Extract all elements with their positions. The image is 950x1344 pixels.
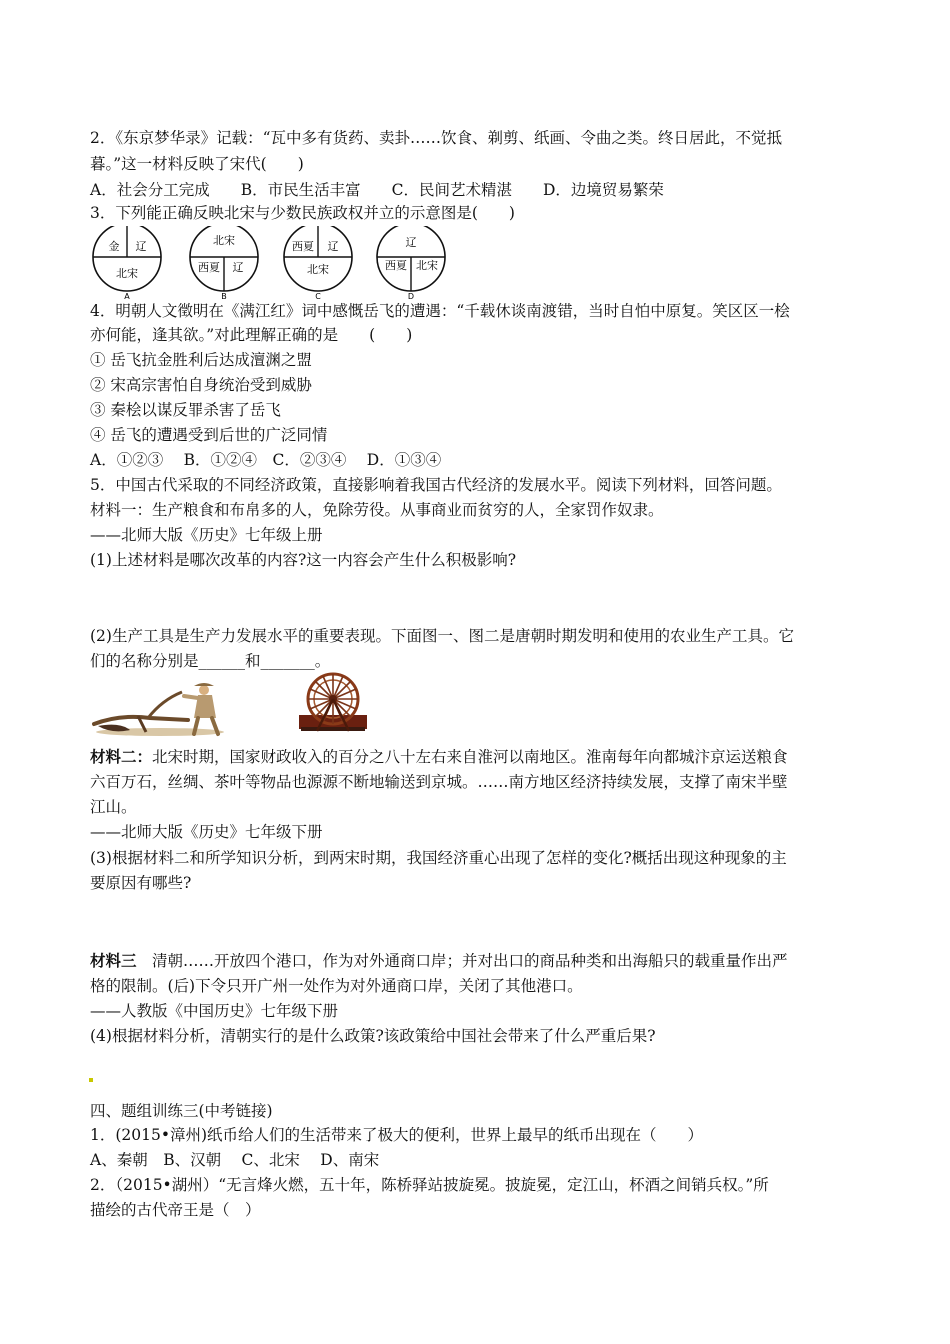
q4-statement-1: ① 岳飞抗金胜利后达成澶渊之盟 [90, 351, 312, 369]
s4-q2-stem-line2: 描绘的古代帝王是（ ） [90, 1201, 261, 1219]
diagram-a-letter: A [124, 292, 130, 300]
material-3-text: 清朝……开放四个港口，作为对外通商口岸；并对出口的商品种类和出海船只的载重量作出严 [136, 952, 788, 970]
plough-icon [90, 680, 230, 738]
material-2-source: ——北师大版《历史》七年级下册 [90, 823, 323, 841]
q4-statement-2: ② 宋高宗害怕自身统治受到威胁 [90, 376, 312, 394]
material-3-source: ——人教版《中国历史》七年级下册 [90, 1002, 339, 1020]
diagram-b-bottom-right: 辽 [232, 261, 244, 274]
material-2-text: 北宋时期，国家财政收入的百分之八十左右来自淮河以南地区。淮南每年向都城汴京运送粮食 [152, 748, 788, 766]
q2-options: A．社会分工完成 B．市民生活丰富 C．民间艺术精湛 D．边境贸易繁荣 [90, 181, 664, 199]
q5-sub1: (1)上述材料是哪次改革的内容?这一内容会产生什么积极影响? [90, 551, 517, 569]
q5-sub3-line2: 要原因有哪些? [90, 874, 192, 892]
material-1: 材料一：生产粮食和布帛多的人，免除劳役。从事商业而贫穷的人，全家罚作奴隶。 [90, 501, 664, 519]
material-1-source: ——北师大版《历史》七年级上册 [90, 526, 323, 544]
q5-sub2-line2: 们的名称分别是______和_______。 [90, 652, 331, 670]
diagram-a-top-right: 辽 [135, 240, 147, 253]
material-3-label: 材料三 [90, 951, 137, 970]
q5-sub2-line1: (2)生产工具是生产力发展水平的重要表现。下面图一、图二是唐朝时期发明和使用的农业生产工具。它 [90, 627, 794, 645]
s4-q2-stem-line1: 2．（2015•湖州）“无言烽火燃，五十年，陈桥驿站披旋冕。披旋冕，定江山，杯酒之间销兵权。”所 [90, 1176, 769, 1194]
diagram-a-top-left: 金 [108, 240, 120, 253]
diagram-a [93, 226, 161, 300]
diagram-c-top-right: 辽 [327, 240, 339, 253]
material-2-line2: 六百万石，丝绸、茶叶等物品也源源不断地输送到京城。……南方地区经济持续发展，支撑了南宋半壁 [90, 773, 788, 791]
s4-q1-options: A、秦朝 B、汉朝 C、北宋 D、南宋 [90, 1151, 380, 1169]
diagram-b [190, 226, 258, 300]
diagram-b-letter: B [221, 292, 227, 300]
diagram-d-top: 辽 [405, 236, 417, 249]
q4-statement-4: ④ 岳飞的遭遇受到后世的广泛同情 [90, 426, 328, 444]
q5-sub3-line1: (3)根据材料二和所学知识分析，到两宋时期，我国经济重心出现了怎样的变化?概括出现这种现象的主 [90, 849, 787, 867]
waterwheel-icon [297, 669, 369, 733]
material-2-line3: 江山。 [90, 798, 137, 816]
q3-diagram-options [90, 226, 460, 300]
stray-mark [89, 1078, 93, 1082]
diagram-d-bottom-right: 北宋 [416, 259, 438, 272]
diagram-a-bottom: 北宋 [116, 267, 138, 280]
q2-stem-line1: 2．《东京梦华录》记载：“瓦中多有货药、卖卦……饮食、剃剪、纸画、令曲之类。终日居此，不觉抵 [90, 129, 783, 147]
q4-stem-line1: 4．明朝人文徵明在《满江红》词中感慨岳飞的遭遇：“千载休谈南渡错，当时自怕中原复。笑区区一桧 [90, 302, 790, 320]
material-2-line1 [90, 747, 788, 767]
diagram-d-letter: D [407, 292, 415, 300]
q5-stem: 5．中国古代采取的不同经济政策，直接影响着我国古代经济的发展水平。阅读下列材料，回答问题。 [90, 476, 782, 494]
diagram-b-bottom-left: 西夏 [198, 261, 220, 274]
s4-q1-stem: 1．(2015•漳州)纸币给人们的生活带来了极大的便利，世界上最早的纸币出现在（ ） [90, 1126, 704, 1144]
material-2-label: 材料二： [90, 747, 153, 766]
q3-stem: 3．下列能正确反映北宋与少数民族政权并立的示意图是( ) [90, 204, 515, 222]
section-4-heading: 四、题组训练三(中考链接) [90, 1102, 273, 1120]
diagram-d-bottom-left: 西夏 [385, 259, 407, 272]
material-3-line2: 格的限制。(后)下令只开广州一处作为对外通商口岸，关闭了其他港口。 [90, 977, 583, 995]
q2-stem-line2: 暮。”这一材料反映了宋代( ) [90, 155, 304, 173]
material-3-line1 [90, 951, 788, 971]
diagram-b-top: 北宋 [213, 234, 235, 247]
diagram-c-letter: C [315, 292, 321, 300]
q4-stem-line2: 亦何能，逢其欲。”对此理解正确的是 ( ) [90, 326, 413, 344]
diagram-c-bottom: 北宋 [307, 263, 329, 276]
q5-sub4: (4)根据材料分析，清朝实行的是什么政策?该政策给中国社会带来了什么严重后果? [90, 1027, 656, 1045]
diagram-d [377, 226, 445, 300]
diagram-c [284, 226, 352, 300]
q4-statement-3: ③ 秦桧以谋反罪杀害了岳飞 [90, 401, 281, 419]
diagram-c-top-left: 西夏 [292, 240, 314, 253]
q4-options: A．①②③ B．①②④ C．②③④ D．①③④ [90, 451, 442, 469]
